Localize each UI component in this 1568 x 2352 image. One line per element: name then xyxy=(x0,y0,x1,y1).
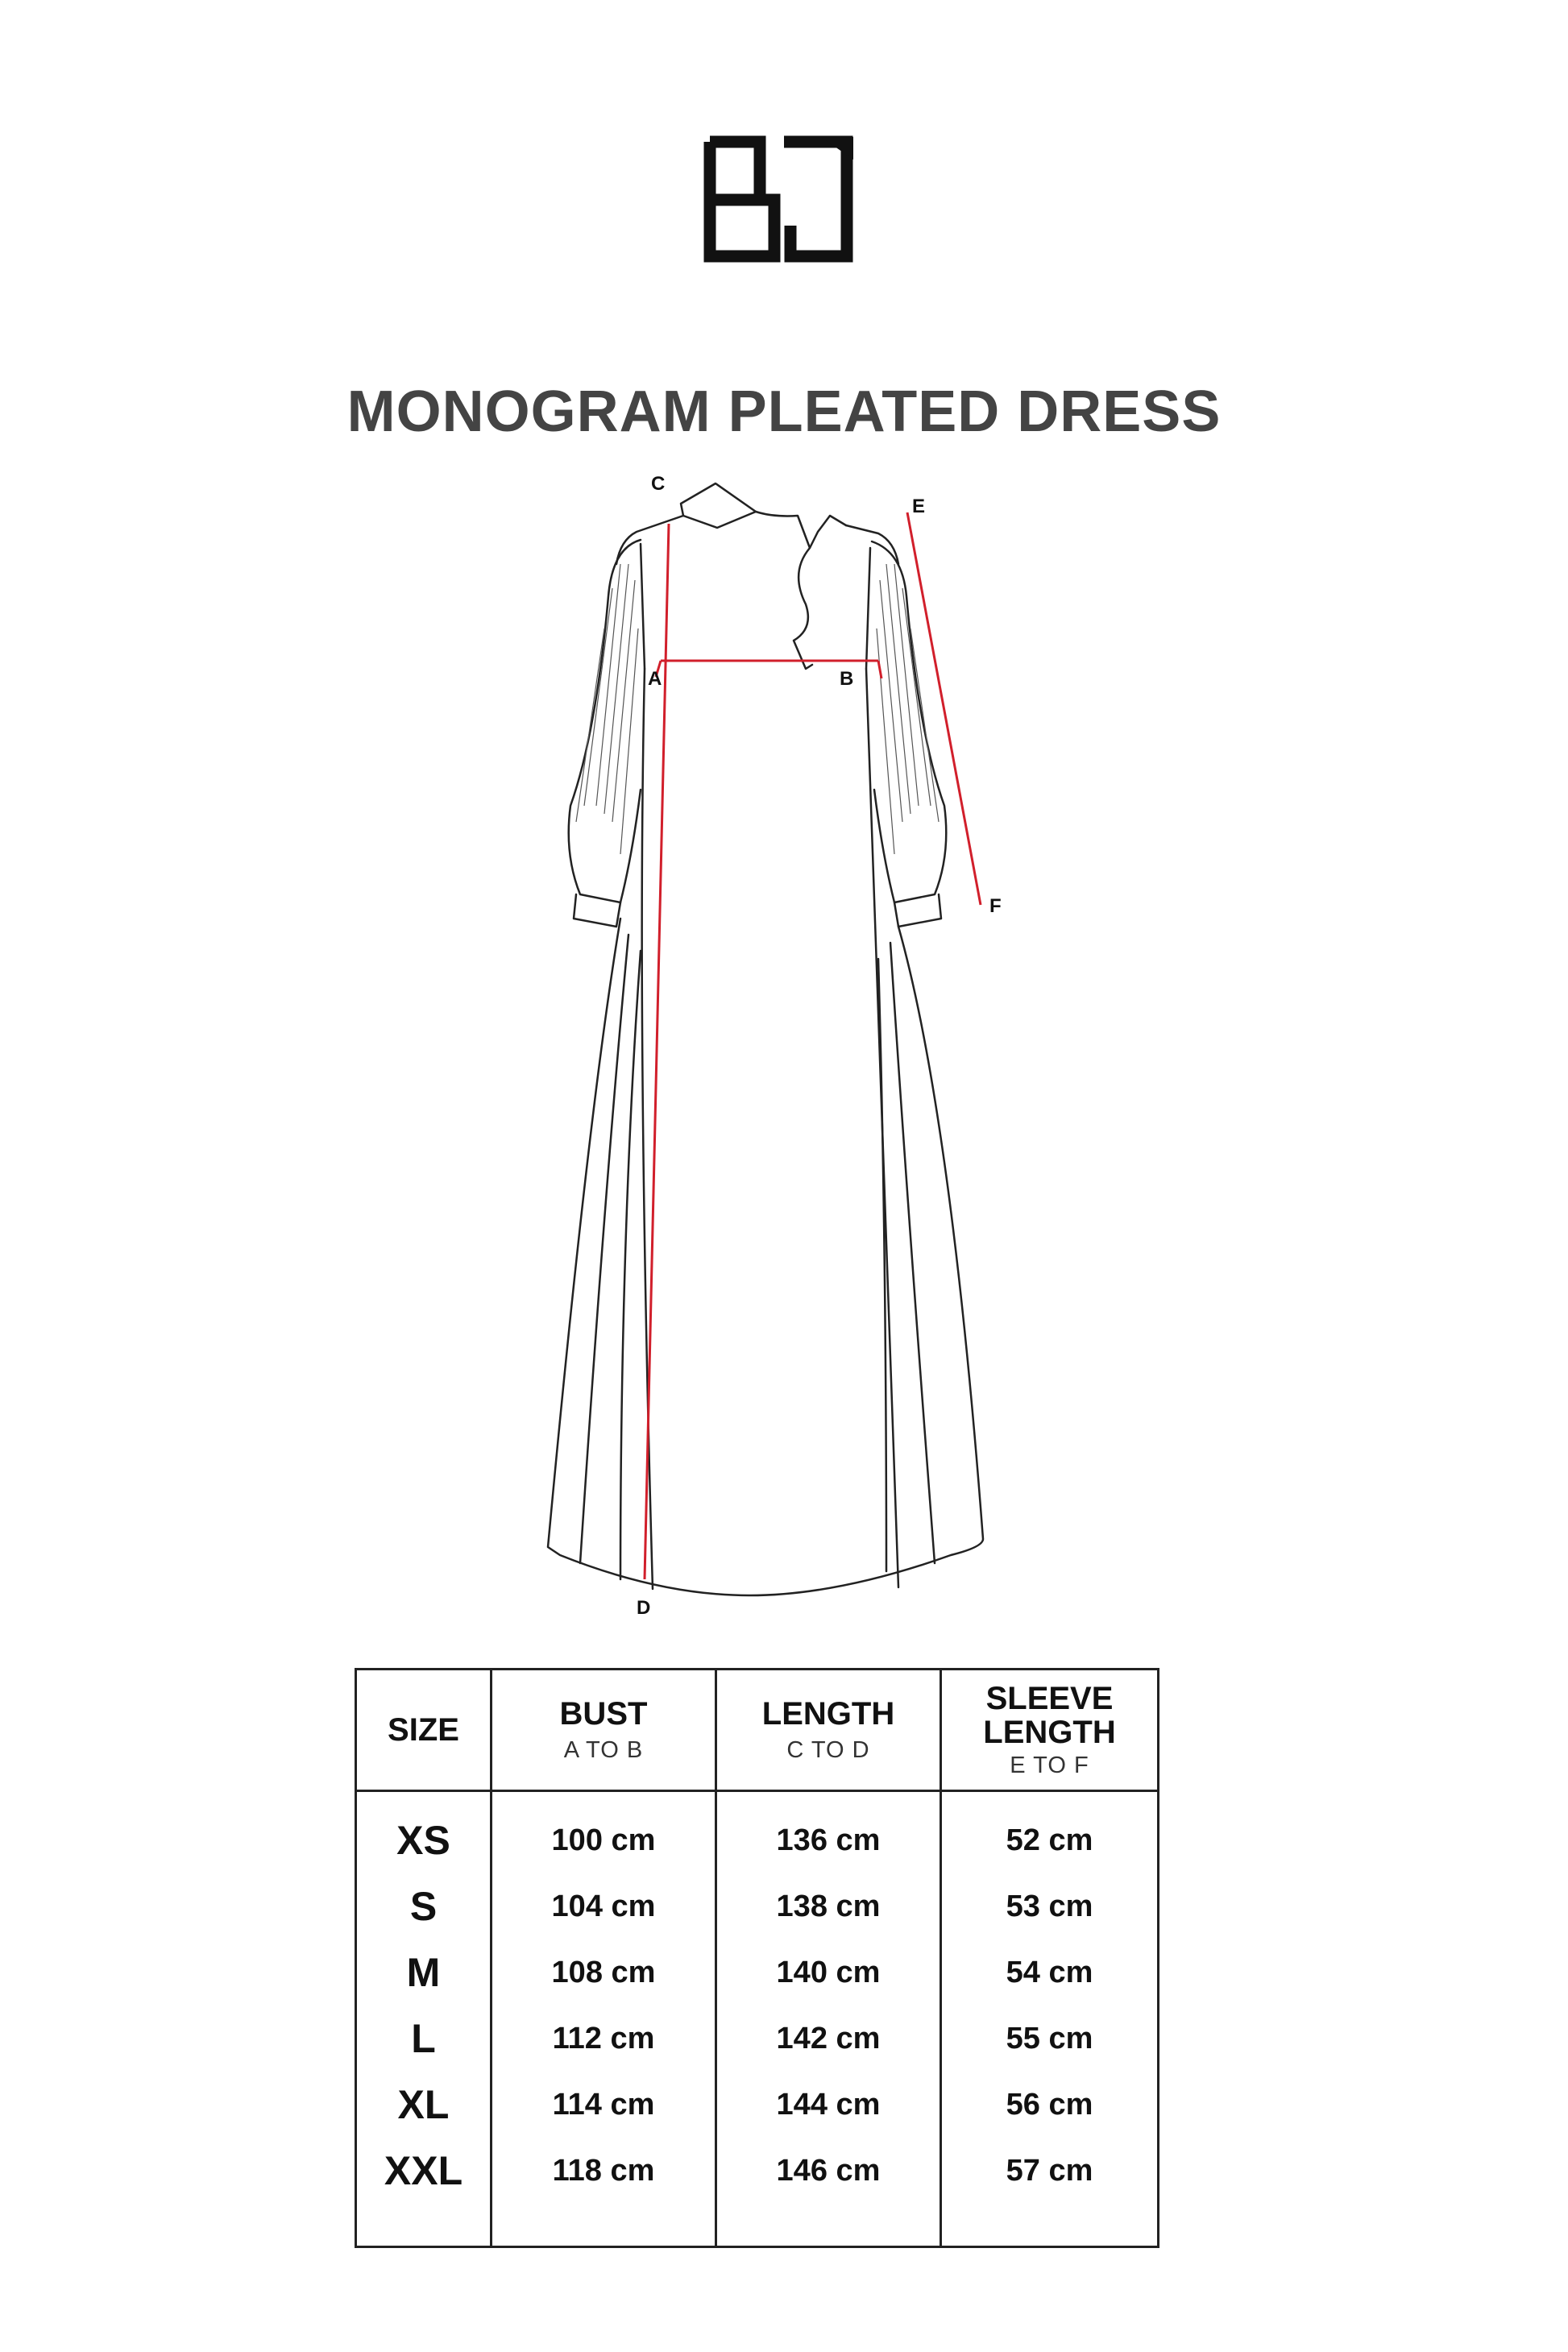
size-cell: XL xyxy=(397,2082,450,2127)
point-f-label: F xyxy=(989,895,1002,917)
size-cell: XS xyxy=(396,1818,450,1863)
sleeve-length-cell: 55 cm xyxy=(1006,2022,1093,2055)
header-bust-title: BUST xyxy=(559,1695,648,1732)
header-bust xyxy=(492,1670,715,1790)
bust-cell: 104 cm xyxy=(551,1889,656,1923)
header-divider xyxy=(357,1790,1157,1792)
point-d-label: D xyxy=(637,1597,651,1619)
length-cell: 142 cm xyxy=(776,2022,881,2055)
sleeve-length-cell: 54 cm xyxy=(1006,1956,1093,1989)
size-cell: XXL xyxy=(384,2148,463,2193)
header-size xyxy=(357,1670,490,1790)
length-cell: 140 cm xyxy=(776,1956,881,1989)
header-length-title: LENGTH xyxy=(761,1695,895,1732)
header-size-title: SIZE xyxy=(388,1712,459,1748)
bust-cell: 118 cm xyxy=(552,2154,655,2188)
bust-cell: 114 cm xyxy=(552,2088,655,2122)
product-title: MONOGRAM PLEATED DRESS xyxy=(346,380,1222,444)
sleeve-length-column xyxy=(942,1807,1157,2204)
length-cell: 136 cm xyxy=(776,1823,881,1857)
point-b-label: B xyxy=(840,668,854,690)
size-column xyxy=(357,1807,490,2204)
size-cell: L xyxy=(411,2016,436,2061)
bust-cell: 108 cm xyxy=(551,1956,656,1989)
length-column xyxy=(717,1807,940,2204)
header-sleeve-length-subtitle: E TO F xyxy=(1010,1752,1089,1778)
header-sleeve-length xyxy=(942,1670,1157,1790)
length-cell: 138 cm xyxy=(776,1889,881,1923)
size-chart-table xyxy=(355,1668,1159,2248)
sleeve-length-cell: 52 cm xyxy=(1006,1823,1093,1857)
header-sleeve-length-title: SLEEVE LENGTH xyxy=(983,1680,1116,1750)
point-e-label: E xyxy=(912,496,926,517)
sleeve-length-cell: 57 cm xyxy=(1006,2154,1093,2188)
length-cell: 144 cm xyxy=(776,2088,881,2122)
bust-column xyxy=(492,1807,715,2204)
dress-technical-drawing xyxy=(500,467,1064,1628)
length-cell: 146 cm xyxy=(776,2154,881,2188)
bust-cell: 112 cm xyxy=(552,2022,655,2055)
bj-monogram-logo xyxy=(703,135,855,263)
point-a-label: A xyxy=(648,668,662,690)
point-c-label: C xyxy=(651,473,666,495)
sleeve-length-cell: 56 cm xyxy=(1006,2088,1093,2122)
header-bust-subtitle: A TO B xyxy=(563,1736,644,1763)
bust-cell: 100 cm xyxy=(551,1823,656,1857)
sleeve-length-cell: 53 cm xyxy=(1006,1889,1093,1923)
size-cell: S xyxy=(409,1884,438,1929)
header-length xyxy=(717,1670,940,1790)
header-length-subtitle: C TO D xyxy=(786,1736,870,1763)
size-cell: M xyxy=(406,1950,441,1995)
